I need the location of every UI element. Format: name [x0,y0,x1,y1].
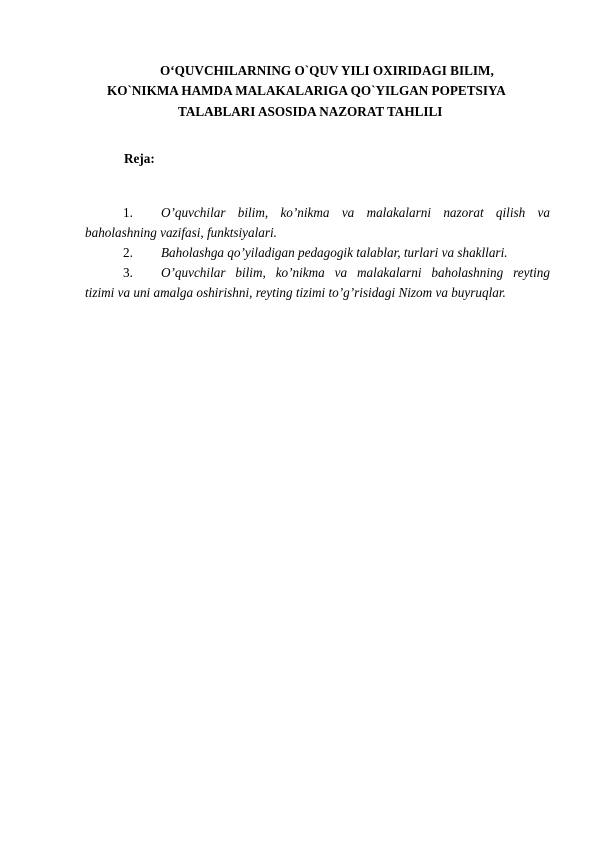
plan-item-1 [85,203,550,243]
plan-item-3-text-line-1: O’quvchilar bilim, ko’nikma va malakalarni baholashning reyting [161,265,550,280]
plan-item-3-first-line [85,263,550,283]
plan-item-2-number: 2. [123,245,133,260]
plan-item-1-text-line-1: O’quvchilar bilim, ko’nikma va malakalarni nazorat qilish va [161,205,550,220]
plan-item-1-number: 1. [123,205,133,220]
plan-item-3-number: 3. [123,265,133,280]
plan-item-1-first-line [85,203,550,223]
plan-item-3-text-line-2: tizimi va uni amalga oshirishni, reyting tizimi to’g’risidagi Nizom va buyruqlar. [85,285,506,300]
plan-heading: Reja: [124,151,155,166]
plan-item-3 [85,263,550,303]
document-title-line-2: KO`NIKMA HAMDA MALAKALARIGA QO`YILGAN POPETSIYA [107,83,506,98]
plan-item-1-text-line-2: baholashning vazifasi, funktsiyalari. [85,225,277,240]
plan-item-2-text-line-1: Baholashga qo’yiladigan pedagogik talablar, turlari va shakllari. [161,245,508,260]
plan-item-2 [85,243,550,263]
document-title-line-1: O‘QUVCHILARNING O`QUV YILI OXIRIDAGI BILIM, [160,63,494,78]
plan-item-2-first-line [85,243,550,263]
document-title-line-3: TALABLARI ASOSIDA NAZORAT TAHLILI [178,104,443,119]
